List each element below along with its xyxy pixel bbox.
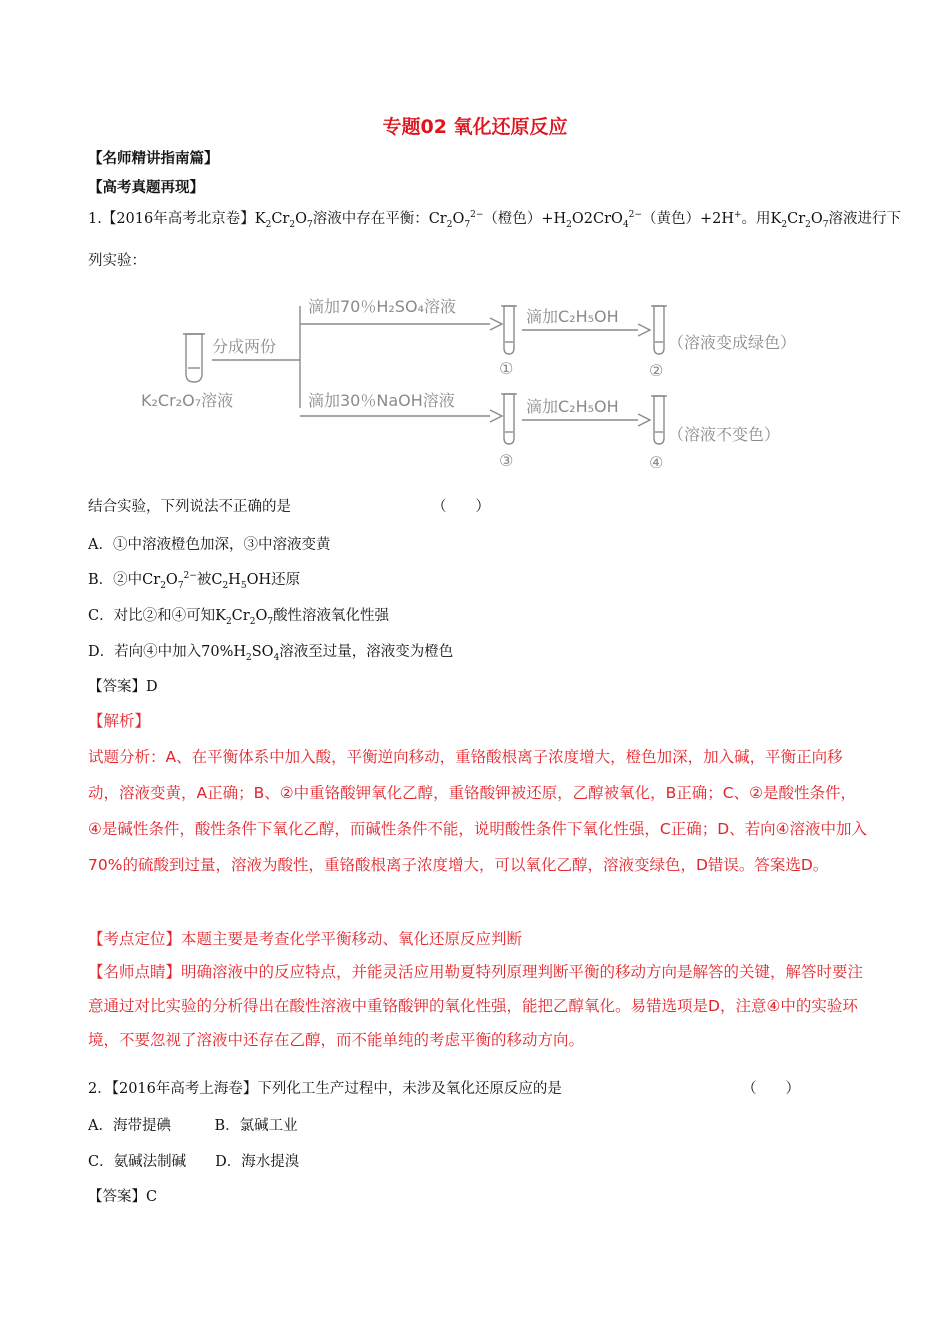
text: C．对比②和④可知K <box>88 608 226 624</box>
sup: 2− <box>183 571 197 582</box>
sub: 7 <box>822 219 829 230</box>
q1-answer: 【答案】D <box>88 679 158 695</box>
q1-intro-text: O2CrO <box>571 211 623 227</box>
sub: 7 <box>267 616 274 627</box>
section-heading-real-exam: 【高考真题再现】 <box>88 179 204 196</box>
text: B．②中Cr <box>88 572 161 588</box>
test-tube-2-icon <box>651 306 667 354</box>
arrow-head-icon <box>638 414 650 426</box>
sub: 7 <box>464 219 471 230</box>
sub: 2 <box>805 219 811 230</box>
q2-stem: 2．【2016年高考上海卷】下列化工生产过程中，未涉及氧化还原反应的是 <box>88 1081 562 1097</box>
q1-option-d <box>88 640 453 663</box>
start-solution-label: K₂Cr₂O₇溶液 <box>141 391 234 410</box>
tube-number-3: ③ <box>499 451 514 470</box>
q1-dianjing: 【名师点睛】明确溶液中的反应特点，并能灵活应用勒夏特列原理判断平衡的移动方向是解答的关键，解答时要注意通过对比实验的分析得出在酸性溶液中重铬酸钾的氧化性强，能把乙醇氧化。易错选项是D，注意④中的实验环境，不要忽视了溶液中还存在乙醇，而不能单纯的考虑平衡的移动方向。 <box>88 963 864 1049</box>
sub: 4 <box>273 652 280 663</box>
q1-intro-text: 溶液中存在平衡：Cr <box>312 211 447 227</box>
tube-number-2: ② <box>649 361 664 380</box>
sub: 2 <box>160 580 166 591</box>
sub: 2 <box>289 219 296 230</box>
text: D．若向④中加入70%H <box>88 644 246 660</box>
text: O <box>165 572 178 588</box>
q1-answer-paren: （ ） <box>432 499 490 515</box>
page-title: 专题02 氧化还原反应 <box>382 116 568 138</box>
q1-option-a: A．①中溶液橙色加深，③中溶液变黄 <box>88 537 331 553</box>
text: 溶液至过量，溶液变为橙色 <box>279 644 454 660</box>
q1-intro-text: O <box>810 211 823 227</box>
sub: 2 <box>781 219 788 230</box>
sub: 5 <box>240 580 247 591</box>
q1-option-b <box>88 568 300 591</box>
text: O <box>255 608 268 624</box>
sub: 4 <box>622 219 629 230</box>
text: H <box>228 572 241 588</box>
test-tube-start-icon <box>183 334 205 382</box>
top-ethanol-label: 滴加C₂H₅OH <box>526 307 619 326</box>
q1-option-c <box>88 604 389 627</box>
q1-intro-line2: 列实验： <box>88 253 146 269</box>
sub: 7 <box>177 580 184 591</box>
split-label: 分成两份 <box>212 337 277 356</box>
q1-intro-text: 。用K <box>741 211 782 227</box>
bottom-reagent-label: 滴加30％NaOH溶液 <box>308 391 455 410</box>
bottom-ethanol-label: 滴加C₂H₅OH <box>526 397 619 416</box>
sup: + <box>733 210 742 221</box>
q2-answer-paren: （ ） <box>742 1081 800 1097</box>
sub: 2 <box>566 219 572 230</box>
q1-stem: 结合实验，下列说法不正确的是 <box>88 499 291 515</box>
sub: 7 <box>306 219 313 230</box>
text: 被C <box>196 572 223 588</box>
q1-intro-text: Cr <box>787 211 806 227</box>
experiment-diagram <box>138 282 868 482</box>
tube-number-1: ① <box>499 359 514 378</box>
q1-analysis-heading: 【解析】 <box>88 712 151 730</box>
sup: 2− <box>470 210 484 221</box>
section-heading-guide: 【名师精讲指南篇】 <box>88 150 219 167</box>
sub: 2 <box>225 616 232 627</box>
q1-analysis-text: 试题分析：A、在平衡体系中加入酸，平衡逆向移动，重铬酸根离子浓度增大，橙色加深，加入碱，平衡正向移动，溶液变黄，A正确；B、②中重铬酸钾氧化乙醇，重铬酸钾被还原，乙醇被氧化，B正确；C、②是酸性条件，④是碱性条件，酸性条件下氧化乙醇，而碱性条件不能，说明酸性条件下氧化性强，C正确；D、若向④溶液中加入70%的硫酸到过量，溶液为酸性，重铬酸根离子浓度增大，可以氧化乙醇，溶液变绿色，D错误。答案选D。 <box>88 748 868 874</box>
q1-kaodian: 【考点定位】本题主要是考查化学平衡移动、氧化还原反应判断 <box>88 930 523 948</box>
sub: 2 <box>246 652 252 663</box>
q1-intro-text: O <box>452 211 465 227</box>
q1-intro-text: Cr <box>271 211 290 227</box>
tube-number-4: ④ <box>649 453 664 472</box>
arrow-head-icon <box>638 324 650 336</box>
test-tube-3-icon <box>501 394 517 444</box>
sub: 2 <box>249 616 256 627</box>
q2-options-ab: A．海带提碘 B．氯碱工业 <box>88 1118 298 1134</box>
sub: 2 <box>446 219 453 230</box>
q1-intro-line1 <box>88 207 901 230</box>
q1-intro-text: 1.【2016年高考北京卷】K <box>88 211 266 227</box>
q1-intro-text: 溶液进行下 <box>828 211 901 227</box>
arrow-head-icon <box>490 410 502 422</box>
q1-intro-text: O <box>295 211 307 227</box>
top-result-label: （溶液变成绿色） <box>668 333 797 352</box>
top-reagent-label: 滴加70％H₂SO₄溶液 <box>308 297 456 316</box>
sub: 2 <box>222 580 229 591</box>
bottom-result-label: （溶液不变色） <box>668 425 781 444</box>
text: Cr <box>231 608 250 624</box>
q2-options-cd: C．氨碱法制碱 D．海水提溴 <box>88 1154 300 1170</box>
text: 酸性溶液氧化性强 <box>273 608 390 624</box>
test-tube-4-icon <box>651 396 667 444</box>
q1-intro-text: （黄色）+2H <box>641 211 734 227</box>
test-tube-1-icon <box>501 306 517 354</box>
q2-answer: 【答案】C <box>88 1189 158 1205</box>
text: SO <box>251 644 274 660</box>
sup: 2− <box>628 210 642 221</box>
sub: 2 <box>265 219 272 230</box>
q1-intro-text: （橙色）+H <box>483 211 567 227</box>
text: OH还原 <box>246 572 301 588</box>
arrow-head-icon <box>490 318 502 330</box>
